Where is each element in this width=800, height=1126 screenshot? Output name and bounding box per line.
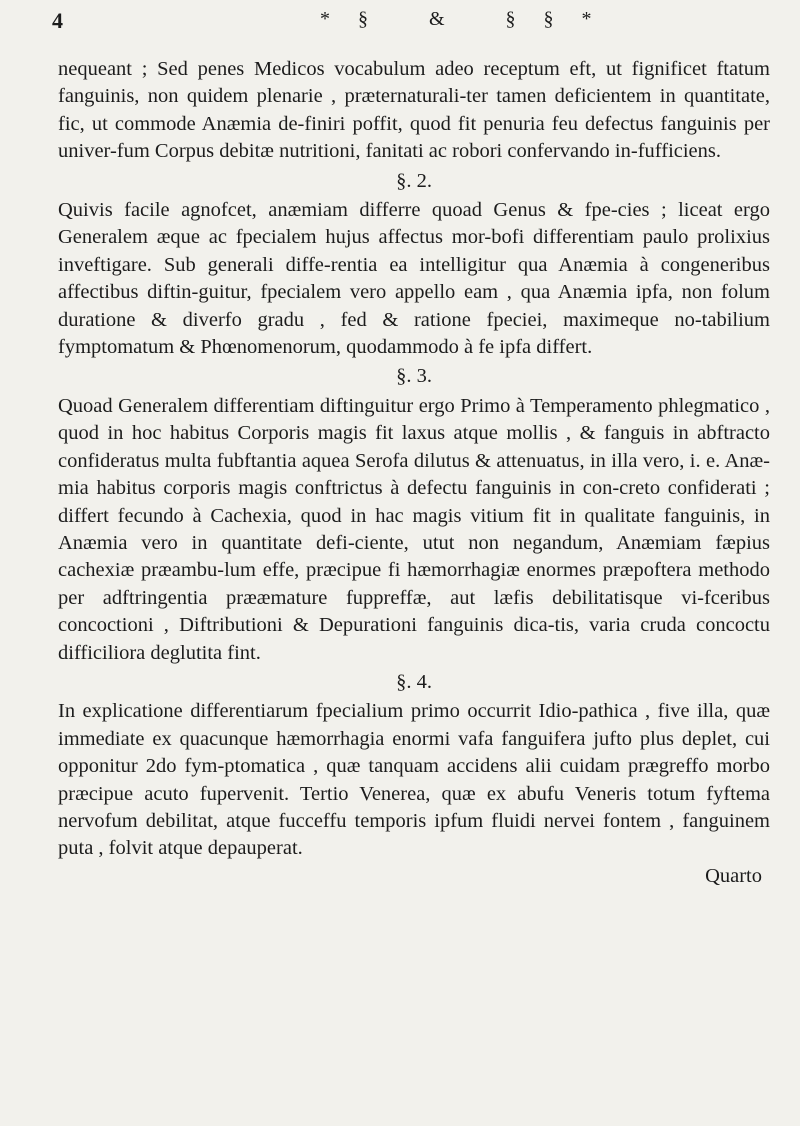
header-ornaments: *§ & §§* [320, 8, 620, 30]
section-mark-2: §. 2. [396, 169, 432, 192]
paragraph-2: Quivis facile agnofcet, anæmiam differre quoad Genus & fpe-cies ; liceat ergo Generalem æque ac fpecialem hujus affectus mor-bofi differentiam paulo prolixius inveftigare. Sub generali diffe-rentia ea intelligitur qua Anæmia à congeneribus affectibus diftin-guitur, fpecialem vero appello eam , qua Anæmia ipfa, non folum duratione & diverfo gradu , fed & ratione fpeciei, maximeque no-tabilium fymptomatum & Phœnomenorum, quodammodo à fe ipfa differt. [58, 199, 770, 359]
catchword: Quarto [705, 864, 762, 887]
section-mark-4: §. 4. [396, 670, 432, 693]
section-mark-3: §. 3. [396, 365, 432, 388]
paragraph-3: Quoad Generalem differentiam diftinguitur ergo Primo à Temperamento phlegmatico , quod in hoc habitus Corporis magis fit laxus atque mollis , & fanguis in abftracto confideratus multa fubftantia aquea Serofa dilutus & attenuatus, in illa vero, i. e. Anæ-mia habitus corporis magis conftrictus à defectu fanguinis in con-creto confiderati ; differt fecundo à Cachexia, quod in hac magis vitium fit in qualitate fanguinis, in Anæmia vero in quantitate defi-ciente, utut non negandum, Anæmiam fæpius cachexiæ præambu-lum effe, præcipue fi hæmorrhagiæ enormes præpoftera methodo per adftringentia prææmature fuppreffæ, aut læfis debilitatisque vi-fceribus concoctioni , Diftributioni & Depurationi fanguinis dica-tis, varia cruda concoctu difficiliora deglutita fint. [58, 394, 770, 664]
paragraph-4: In explicatione differentiarum fpecialium primo occurrit Idio-pathica , five illa, quæ immediate ex quacunque hæmorrhagia enormi vafa fanguifera jufto plus deplet, cui opponitur 2do fym-ptomatica , quæ tanquam accidens alii cuidam prægreffo morbo præcipue acuto fupervenit. Tertio Venerea, quæ ex abufu Veneris totum fyftema nervofum debilitat, atque fucceffu temporis ipfum fluidi nervei fontem , fanguinem puta , folvit atque depauperat. [58, 700, 770, 860]
page-number: 4 [52, 8, 63, 33]
body-text [58, 56, 770, 890]
paragraph-1: nequeant ; Sed penes Medicos vocabulum adeo receptum eft, ut fignificet ftatum fanguinis, non quidem plenarie , præternaturali-ter tamen deficientem in quantitate, fic, ut commode Anæmia de-finiri poffit, quod fit penuria feu defectus fanguinis per univer-fum Corpus debitæ nutritioni, fanitati ac robori confervando in-fufficiens. [58, 58, 770, 163]
page-header [52, 8, 740, 42]
